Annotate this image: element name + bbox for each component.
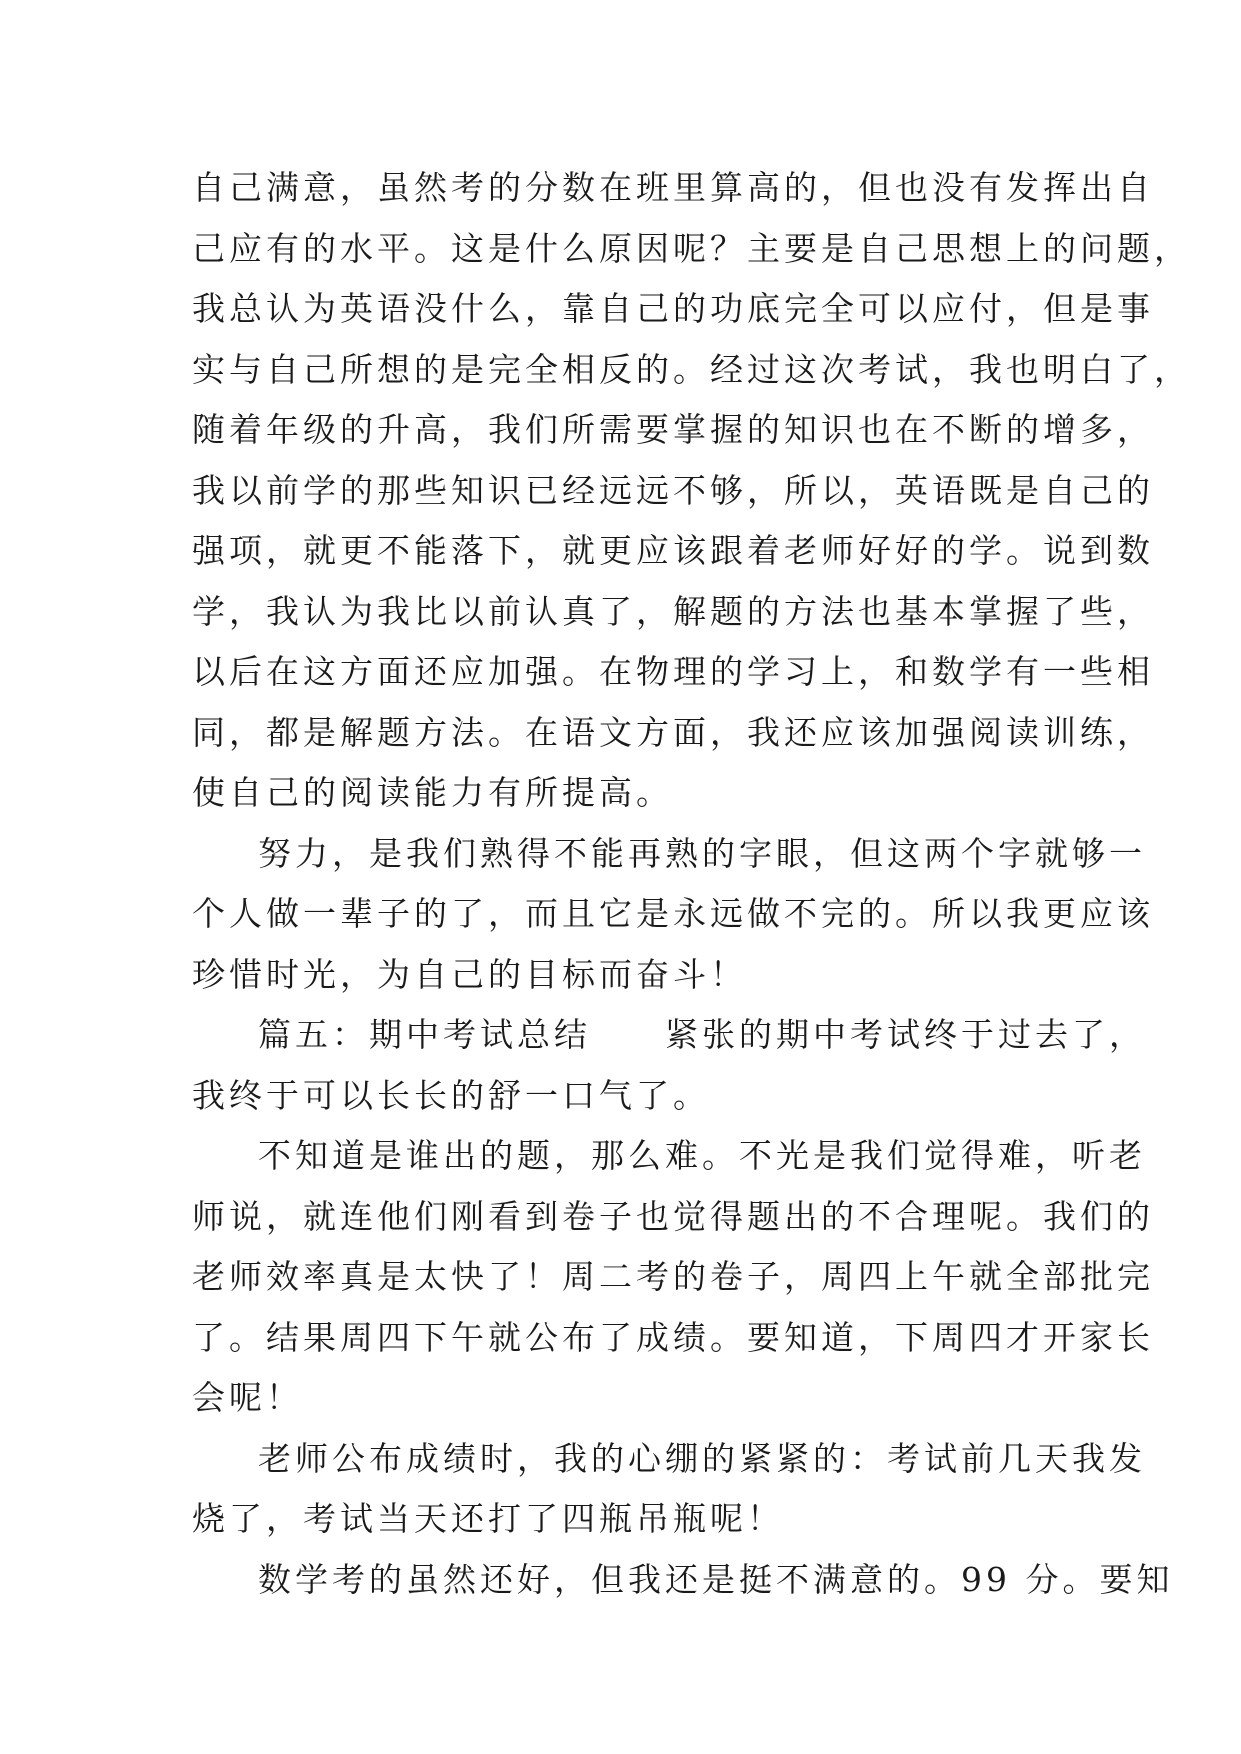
text-line: 同，都是解题方法。在语文方面，我还应该加强阅读训练，	[192, 712, 1154, 752]
text-line: 了。结果周四下午就公布了成绩。要知道，下周四才开家长	[192, 1317, 1154, 1357]
paragraph-start-line: 老师公布成绩时，我的心绷的紧紧的：考试前几天我发	[258, 1438, 1146, 1478]
text-line: 随着年级的升高，我们所需要掌握的知识也在不断的增多，	[192, 410, 1154, 449]
document-body	[192, 158, 1191, 1610]
section-heading-line: 篇五：期中考试总结 紧张的期中考试终于过去了，	[258, 1015, 1146, 1054]
text-line: 烧了，考试当天还打了四瓶吊瓶呢！	[192, 1499, 784, 1538]
text-line: 我以前学的那些知识已经远远不够，所以，英语既是自己的	[192, 470, 1154, 510]
text-line: 以后在这方面还应加强。在物理的学习上，和数学有一些相	[192, 652, 1154, 691]
text-line: 会呢！	[192, 1378, 303, 1417]
text-line: 实与自己所想的是完全相反的。经过这次考试，我也明白了，	[192, 349, 1191, 389]
paragraph-start-line: 不知道是谁出的题，那么难。不光是我们觉得难，听老	[258, 1136, 1146, 1175]
text-line: 我总认为英语没什么，靠自己的功底完全可以应付，但是事	[192, 289, 1154, 328]
paragraph-start-line: 努力，是我们熟得不能再熟的字眼，但这两个字就够一	[258, 833, 1146, 873]
text-line: 学，我认为我比以前认真了，解题的方法也基本掌握了些，	[192, 591, 1154, 631]
paragraph-start-line: 数学考的虽然还好，但我还是挺不满意的。99 分。要知	[258, 1559, 1174, 1599]
text-line: 己应有的水平。这是什么原因呢？主要是自己思想上的问题，	[192, 228, 1191, 268]
text-line: 强项，就更不能落下，就更应该跟着老师好好的学。说到数	[192, 531, 1154, 570]
text-line: 珍惜时光，为自己的目标而奋斗！	[192, 954, 747, 994]
text-line: 使自己的阅读能力有所提高。	[192, 773, 673, 812]
text-line: 我终于可以长长的舒一口气了。	[192, 1075, 710, 1115]
text-line: 老师效率真是太快了！周二考的卷子，周四上午就全部批完	[192, 1257, 1154, 1296]
text-line: 个人做一辈子的了，而且它是永远做不完的。所以我更应该	[192, 894, 1154, 933]
text-line: 自己满意，虽然考的分数在班里算高的，但也没有发挥出自	[192, 168, 1154, 207]
text-line: 师说，就连他们刚看到卷子也觉得题出的不合理呢。我们的	[192, 1196, 1154, 1236]
